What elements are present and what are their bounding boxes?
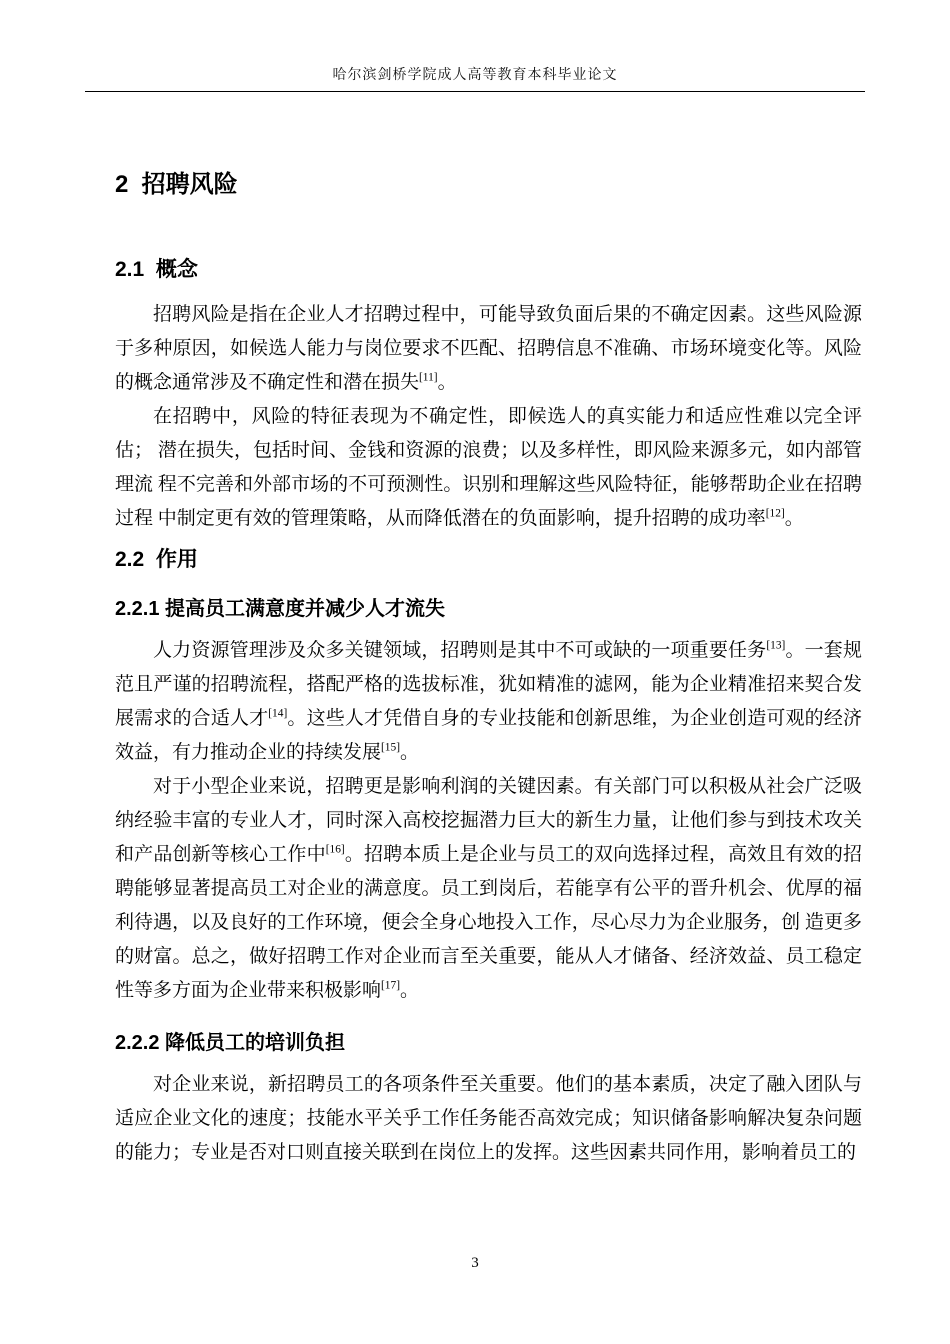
page-footer bbox=[0, 1255, 950, 1272]
chapter-heading: 2 招聘风险 bbox=[115, 171, 238, 198]
paragraph-text: 。 bbox=[400, 742, 420, 763]
page-number: 3 bbox=[471, 1255, 479, 1271]
paragraph-text: 。 bbox=[400, 980, 420, 1001]
paragraph bbox=[115, 634, 862, 770]
paragraph-text: 。 bbox=[437, 372, 457, 393]
paragraph-text: 。一套规范且严谨的招聘流程，搭配严格的选拔标准，犹如精准的滤网，能为企业精准招来契合发展需求的合适人才 bbox=[115, 640, 862, 729]
paragraph-text: 。招聘本质上是企业与员工的双向选择过程，高效且有效的招 聘能够显著提高员工对企业的满意度。员工到岗后，若能享有公平的晋升机会、优厚的福 利待遇，以及良好的工作环境，便会全身心地投入工作，尽心尽力为企业服务，创 造更多 的财富。总之，做好招聘工作对企业而言至关重要，能从人才储备、经济效益、员工稳定 性等多方面为企业带来积极影响 bbox=[115, 844, 862, 1001]
citation-ref: [13] bbox=[766, 639, 786, 652]
paragraph bbox=[115, 400, 862, 536]
paragraph bbox=[115, 770, 862, 1008]
paragraph-text: 对于小型企业来说，招聘更是影响利润的关键因素。有关部门可以积极从社会广泛吸纳经验丰富的专业人才，同时深入高校挖掘潜力巨大的新生力量，让他们参与到技术攻关和产品创新等核心工作中 bbox=[115, 776, 862, 865]
citation-ref: [17] bbox=[381, 979, 400, 992]
paragraph-text: 对企业来说，新招聘员工的各项条件至关重要。他们的基本素质，决定了融入团队与适应企业文化的速度；技能水平关乎工作任务能否高效完成；知识储备影响解决复杂问题的能力；专业是否对口则直接关联到在岗位上的发挥。这些因素共同作用，影响着员工的 bbox=[115, 1074, 862, 1163]
citation-ref: [15] bbox=[381, 741, 400, 754]
paragraph-text: 。这些人才凭借自身的专业技能和创新思维，为企业创造可观的经济 效益，有力推动企业的持续发展 bbox=[115, 708, 862, 763]
document-body bbox=[115, 170, 862, 1170]
paragraph-text: 。 bbox=[784, 508, 804, 529]
paragraph-text: 人力资源管理涉及众多关键领域，招聘则是其中不可或缺的一项重要任务 bbox=[153, 640, 767, 661]
citation-ref: [14] bbox=[268, 707, 288, 720]
page-header bbox=[85, 0, 865, 92]
header-title: 哈尔滨剑桥学院成人高等教育本科毕业论文 bbox=[332, 68, 618, 83]
citation-ref: [12] bbox=[765, 507, 785, 520]
paragraph bbox=[115, 298, 862, 400]
citation-ref: [11] bbox=[419, 371, 438, 384]
paragraph-text: 在招聘中，风险的特征表现为不确定性，即候选人的真实能力和适应性难以完全评估； 潜在损失，包括时间、金钱和资源的浪费；以及多样性，即风险来源多元，如内部管理流 程不完善和外部市场的不可预测性。识别和理解这些风险特征，能够帮助企业在招聘过程 中制定更有效的管理策略，从而降低潜在的负面影响，提升招聘的成功率 bbox=[115, 406, 862, 529]
section-heading: 2.1 概念 bbox=[115, 258, 198, 281]
paragraph bbox=[115, 1068, 862, 1170]
section-heading: 2.2 作用 bbox=[115, 548, 198, 571]
paragraph-text: 招聘风险是指在企业人才招聘过程中，可能导致负面后果的不确定因素。这些风险源于多种原因，如候选人能力与岗位要求不匹配、招聘信息不准确、市场环境变化等。风险的概念通常涉及不确定性和潜在损失 bbox=[115, 304, 862, 393]
citation-ref: [16] bbox=[325, 843, 345, 856]
subsection-heading: 2.2.1 提高员工满意度并减少人才流失 bbox=[115, 598, 446, 620]
subsection-heading: 2.2.2 降低员工的培训负担 bbox=[115, 1032, 346, 1054]
